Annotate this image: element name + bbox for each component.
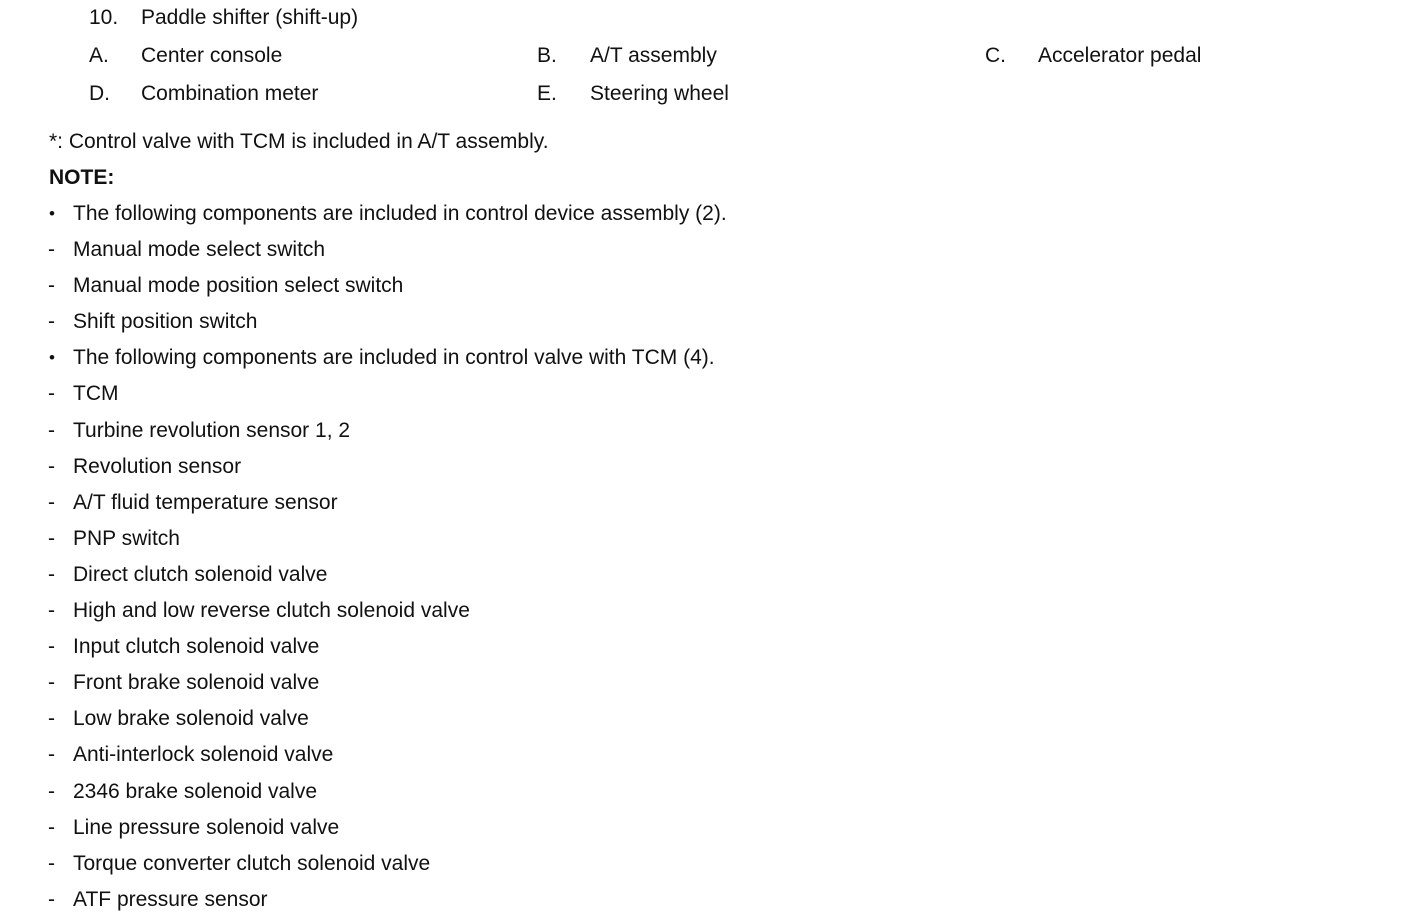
legend-label: Accelerator pedal	[1038, 44, 1202, 67]
list-item-text: ATF pressure sensor	[73, 887, 268, 911]
list-item-text: Manual mode position select switch	[73, 274, 404, 298]
list-item-text: High and low reverse clutch solenoid valve	[73, 599, 470, 623]
list-item-text: Direct clutch solenoid valve	[73, 562, 328, 586]
legend-row	[0, 82, 1408, 110]
list-item	[0, 491, 1408, 527]
list-item	[0, 671, 1408, 707]
legend-row	[0, 44, 1408, 72]
list-item-text: Line pressure solenoid valve	[73, 815, 340, 839]
legend-label: Combination meter	[141, 82, 319, 105]
list-item-text: Shift position switch	[73, 310, 258, 334]
dash-marker: -	[48, 815, 55, 839]
legend-key: D.	[89, 82, 110, 105]
list-item	[0, 238, 1408, 274]
list-item	[0, 780, 1408, 816]
list-item	[0, 563, 1408, 599]
dash-marker: -	[48, 454, 55, 478]
list-item-text: Anti-interlock solenoid valve	[73, 743, 334, 767]
bullet-marker: •	[49, 204, 55, 223]
note-heading: NOTE:	[49, 166, 115, 189]
list-item	[0, 635, 1408, 671]
list-item	[0, 346, 1408, 382]
legend-key: C.	[985, 44, 1006, 67]
bullet-marker: •	[49, 348, 55, 368]
list-item	[0, 852, 1408, 888]
dash-marker: -	[48, 562, 55, 586]
list-item	[0, 202, 1408, 238]
dash-marker: -	[48, 635, 55, 659]
list-item	[0, 888, 1408, 924]
list-item-text: Manual mode select switch	[73, 238, 326, 262]
dash-marker: -	[48, 382, 55, 406]
list-item-text: The following components are included in control valve with TCM (4).	[73, 346, 715, 370]
list-item	[0, 274, 1408, 310]
list-item-text: Revolution sensor	[73, 454, 242, 478]
dash-marker: -	[48, 490, 55, 514]
list-item	[0, 310, 1408, 346]
dash-marker: -	[48, 671, 55, 695]
list-item-text: Front brake solenoid valve	[73, 671, 320, 695]
list-item	[0, 527, 1408, 563]
dash-marker: -	[48, 851, 55, 875]
list-item-text: The following components are included in control device assembly (2).	[73, 202, 727, 225]
legend-key: B.	[537, 44, 557, 67]
legend-label: Steering wheel	[590, 82, 729, 105]
dash-marker: -	[48, 599, 55, 623]
list-item	[0, 816, 1408, 852]
dash-marker: -	[48, 707, 55, 731]
list-item-text: PNP switch	[73, 526, 180, 550]
dash-marker: -	[48, 743, 55, 767]
legend-label: Center console	[141, 44, 283, 67]
list-item	[0, 455, 1408, 491]
legend-label: Paddle shifter (shift-up)	[141, 6, 359, 29]
list-item-text: 2346 brake solenoid valve	[73, 779, 318, 803]
list-item-text: TCM	[73, 382, 119, 406]
legend-row	[0, 6, 1408, 34]
dash-marker: -	[48, 887, 55, 911]
legend-label: A/T assembly	[590, 44, 717, 67]
list-item-text: A/T fluid temperature sensor	[73, 490, 338, 514]
dash-marker: -	[48, 310, 55, 334]
dash-marker: -	[48, 238, 55, 262]
list-item-text: Torque converter clutch solenoid valve	[73, 851, 431, 875]
list-item	[0, 707, 1408, 743]
list-item-text: Low brake solenoid valve	[73, 707, 309, 731]
list-item	[0, 743, 1408, 779]
dash-marker: -	[48, 418, 55, 442]
list-item-text: Turbine revolution sensor 1, 2	[73, 418, 351, 442]
list-item-text: Input clutch solenoid valve	[73, 635, 320, 659]
legend-key: 10.	[89, 6, 119, 29]
dash-marker: -	[48, 779, 55, 803]
list-item	[0, 599, 1408, 635]
footnote: *: Control valve with TCM is included in A/T assembly.	[49, 130, 549, 153]
legend-key: A.	[89, 44, 109, 67]
list-item	[0, 419, 1408, 455]
dash-marker: -	[48, 274, 55, 298]
dash-marker: -	[48, 526, 55, 550]
list-item	[0, 382, 1408, 418]
note-list	[0, 202, 1408, 924]
legend-key: E.	[537, 82, 557, 105]
